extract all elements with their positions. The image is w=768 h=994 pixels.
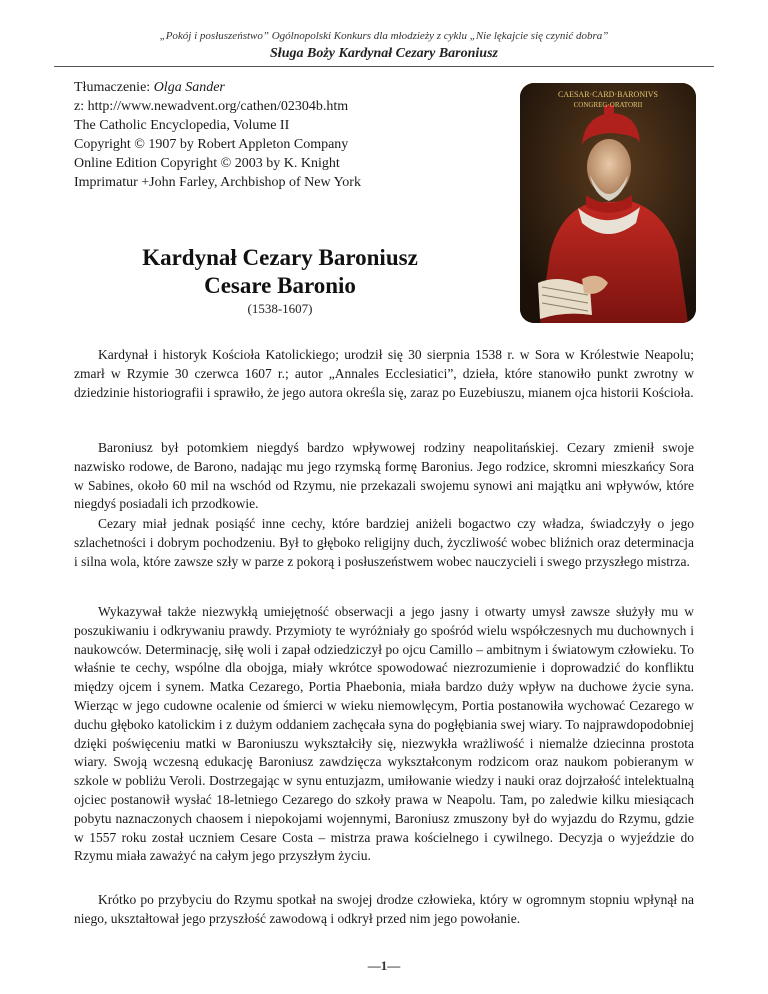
header-title: Sługa Boży Kardynał Cezary Baroniusz (270, 46, 498, 61)
source-url[interactable]: z: http://www.newadvent.org/cathen/02304b.htm (74, 99, 349, 114)
header-series-line: „Pokój i posłuszeństwo” Ogólnopolski Konkurs dla młodzieży z cyklu „Nie lękajcie się czynić dobra” (159, 30, 609, 42)
translation-line (74, 78, 474, 97)
paragraph-character: Cezary miał jednak posiąść inne cechy, które bardziej aniżeli bogactwo czy władza, świadczyły o jego szlachetności i dobrym pochodzeniu. Był to głęboko religijny duch, życzliwość wobec bliźnich oraz determinacja i silna wola, które zawsze szły w parze z pokorą i posłuszeństwem wobec nauczycieli i swego przyszłego mistrza. (74, 516, 694, 569)
inscription-line-2: CONGREG·ORATORII (573, 101, 643, 109)
portrait-painting (520, 83, 696, 323)
cardinal-portrait (520, 83, 696, 323)
article-title-line-1: Kardynał Cezary Baroniusz (142, 245, 418, 270)
online-edition-line: Online Edition Copyright © 2003 by K. Knight (74, 156, 340, 171)
paragraph-intro: Kardynał i historyk Kościoła Katolickiego; urodził się 30 sierpnia 1538 r. w Sora w Królestwie Neapolu; zmarł w Rzymie 30 czerwca 1607 r.; autor „Annales Ecclesiatici”, dzieła, które stanowiło punkt zwrotny w dziedzinie historiografii i sprawiło, że jego autora określa się, zaraz po Euzebiuszu, mianem ojca historii Kościoła. (74, 347, 694, 400)
page-number: —1— (367, 958, 401, 973)
imprimatur-line: Imprimatur +John Farley, Archbishop of New York (74, 175, 361, 190)
article-title (110, 244, 450, 300)
article-title-line-2: Cesare Baronio (204, 273, 356, 298)
copyright-line: Copyright © 1907 by Robert Appleton Company (74, 137, 349, 152)
paragraph-rome: Krótko po przybyciu do Rzymu spotkał na swojej drodze człowieka, który w ogromnym stopniu wpłynął na niego, ukształtował jego przyszłość zawodową i odkrył przed nim jego powołanie. (74, 892, 694, 926)
translation-label: Tłumaczenie: (74, 80, 154, 95)
paragraph-education: Wykazywał także niezwykłą umiejętność obserwacji a jego jasny i otwarty umysł zawsze służyły mu w poszukiwaniu i odkrywaniu prawdy. Przymioty te wyróżniały go spośród wielu współczesnych mu duchownych i naukowców. Determinację, siłę woli i zapał odziedziczył po ojcu Camillo – ambitnym i światowym człowieku. To właśnie te cechy, wspólne dla obojga, miały wkrótce spowodować niezrozumienie i doprowadzić do konfliktu między ojcem i synem. Matka Cezarego, Portia Phaebonia, miała bardzo duży wpływ na duchowe życie syna. Wierząc w jego cudowne ocalenie od śmierci w wieku niemowlęcym, Portia postanowiła wychować Cezarego w duchu głęboko katolickim i z dużym oddaniem zachęcała syna do pogłębiania swej wiary. To najprawdopodobniej dzięki poświęceniu matki w Baroniuszu wykształciły się, niezwykła wrażliwość i niemalże dziecinna prostota wiary. Swoją wczesną edukację Baroniusz zawdzięcza wykształconym rodzicom oraz naukom pobieranym w szkole w pobliżu Veroli. Dostrzegając w synu entuzjazm, umiłowanie wiedzy i nauki oraz dojrzałość intelektualną ojciec postanowił wysłać 18-letniego Cezarego do szkoły prawa w Neapolu. Tam, po zaledwie kilku miesiącach pobytu naznaczonych chaosem i niepokojami wojennymi, Baroniusz zmuszony był do wyjazdu do Rzymu, gdzie w 1557 roku został uczniem Cesare Costa – mistrza prawa kościelnego i cywilnego. Decyzja o wyjeździe do Rzymu miała zaważyć na całym jego przyszłym życiu. (74, 604, 694, 864)
credits-block (74, 78, 474, 192)
header-divider (54, 66, 714, 67)
inscription-line-1: CAESAR·CARD·BARONIVS (557, 90, 659, 99)
encyclopedia-line: The Catholic Encyclopedia, Volume II (74, 118, 290, 133)
translator-name: Olga Sander (153, 80, 225, 95)
paragraph-family: Baroniusz był potomkiem niegdyś bardzo wpływowej rodziny neapolitańskiej. Cezary zmienił swoje nazwisko rodowe, de Barono, nadając mu jego rzymską formę Baronius. Jego rodzice, skromni mieszkańcy Sora w Sabines, około 60 mil na wschód od Rzymu, nie przekazali swojemu synowi ani majątku ani wpływów, które niegdyś posiadali ich przodkowie. (74, 440, 694, 512)
lifespan-dates: (1538-1607) (247, 301, 313, 316)
